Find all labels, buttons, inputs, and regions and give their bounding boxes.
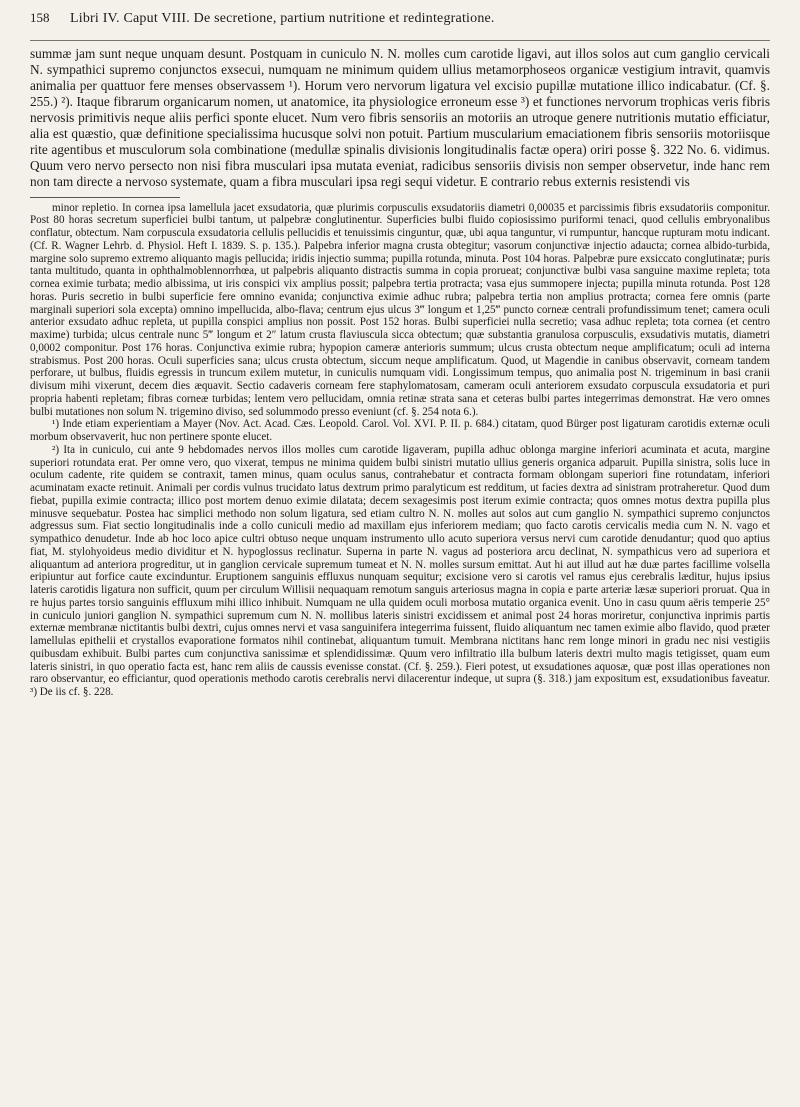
- running-head: [30, 10, 770, 41]
- footnote-1: ¹) Inde etiam experientiam a Mayer (Nov. Act. Acad. Cæs. Leopold. Carol. Vol. XVI. P. II. p. 684.) citatam, quod Bürger post ligaturam carotidis externæ oculi morbum observaverit, huc non pertinere sponte elucet.: [30, 418, 770, 444]
- footnote-2: ²) Ita in cuniculo, cui ante 9 hebdomades nervos illos molles cum carotide ligaveram, pupilla adhuc oblonga margine inferiori acuminata et acuta, margine superiori rotundata erat. Per omne vero, quo vixerat, tempus ne minima quidem bulbi sinistri mutatio ullius generis organica adparuit. Pupilla sinistra, solis luce in oculum cadente, rite quidem se contraxit, tamen minus, quam oculus sanus, contrahebatur et contracta formam oblongam superiori fine rotundatam, inferiori acuminatam exacte retinuit. Animali per cordis vulnus trucidato latus dextrum primo paralyticum est redditum, ut facies dextra ad sinistram protraheretur. Quod dum fiebat, pupilla eximie contracta; illico post mortem denuo eximie dilatata; decem sexagesimis post iterum eximie contracta; quos omnes motus dextra pupilla plus minusve sequebatur. Postea hac simplici methodo non solum ligatura, sed etiam cultro N. N. molles aut solos aut cum ganglio N. sympathici supremo conjunctos adgressus sum. Fiat sectio longitudinalis inde a collo cuniculi medio ad maxillam ejus inferiorem mediam; quo facto carotis cervicalis media cum N. N. vago et sympathico denudetur. Inde ab hoc loco apice cultri obtuso neque unquam instrumento ullo acuto superiora versus nervi cum carotide denudantur; quod quo aptius fiat, M. stylohyoideus medio dividitur et N. hypoglossus reclinatur. Superna in parte N. vagus ad posteriora arcu declinat, N. sympathicus vero ad superiora et aliquantum ad anteriora progreditur, ut in ganglion cervicale supremum tumeat et N. N. molles sursum emittat. Aut hi aut illud aut hæ duæ partes facillime volsella eripiuntur aut forfice caute excinduntur. Eruptionem sanguinis effluxus nunquam sequitur; excisione vero si carotis vel ramus ejus cerebralis læditur, hujus ipsius lateris carotidis ligatura non sufficit, quum per circulum Willisii nequaquam remotum sanguis arteriosus magna in copia e parte arteriæ læsæ superiori proruat. Qua in re hujus partes torsio sanguinis effluxum mihi illico inhibuit. Numquam ne ulla quidem oculi morbosa mutatio organica evenit. Uno in casu quum aëris temperie 25° in cuniculo juniori ganglion N. sympathici supremum cum N. N. mollibus lateris sinistri excidissem et animal post 24 horas moriretur, conjunctiva inprimis partis externæ membranæ nictitantis bulbi dextri, cujus omnes nervi et vasa sanguinifera integerrima fuissent, fluido aliquantum nec tamen eximie albo flavido, quod præter lamellulas epithelii et crystallos evaporatione formatos nihil continebat, aliquantum tumuit. Membrana nictitans hanc rem longe minori in gradu nec nisi vestigiis quibusdam exhibuit. Bulbi partes cum conjunctiva sanissimæ et splendidissimæ. Quum vero infiltratio illa bulbum lateris dextri multo magis tetigisset, quam eum lateris sinistri, in quo operatio facta est, hanc rem aliis de caussis evenisse constat. (Cf. §. 259.). Fieri potest, ut exsudationes aquosæ, quæ post illas operationes non raro observantur, eo efficiantur, quod operationis methodo carotis cerebralis nervi dilacerentur indeque, ut supra (§. 318.) jam expositum est, exsudationibus faveatur. ³) De iis cf. §. 228.: [30, 443, 770, 699]
- footnotes: [30, 418, 770, 699]
- main-text: summæ jam sunt neque unquam desunt. Postquam in cuniculo N. N. molles cum carotide ligavi, aut illos solos aut cum ganglio cervicali N. sympathici supremo conjunctos exsecui, numquam ne minimum quidem ullius metamorphoseos organicæ vestigium intravit, quamvis animalia per quattuor fere menses observassem ¹). Horum vero nervorum ligatura vel excisio pupillæ mutatione illico indicabatur. (Cf. §. 255.) ²). Itaque fibrarum organicarum nomen, ut anatomice, ita physiologice erroneum esse ³) et functiones nervorum trophicas veris fibris nervosis primitivis neque aliis perfici sponte elucet. Num vero fibris sensoriis an motoriis an utroque genere nutritionis mutatio efficiatur, alia est quæstio, quæ definitione specialissima hucusque solvi non potuit. Partium muscularium emaciationem fibris sensoriis motoriisque rite agentibus et musculorum sola combinatione (medullæ spinalis divisionis longitudinalis factæ opera) oriri posse §. 322 No. 6. vidimus. Quum vero nervo persecto non nisi fibra musculari ipsa mutata eveniat, radicibus sensoriis divisis non semper observetur, inde hanc rem non tam directe a nervoso systemate, quam a fibra musculari ipsa regi sequi videtur. E contrario rebus externis resistendi vis: [30, 46, 770, 189]
- page-number: 158: [30, 10, 50, 25]
- running-title: Libri IV. Caput VIII. De secretione, partium nutritione et redintegratione.: [70, 11, 495, 26]
- footnote-divider: [30, 197, 180, 198]
- continued-footnote: minor repletio. In cornea ipsa lamellula jacet exsudatoria, quæ plurimis corpusculis exsudatoriis diametri 0,00035 et parcissimis fibris exsudatoriis componitur. Post 80 horas secretum superficiei bulbi tantum, ut palpebræ conglutinentur. Superficies bulbi fluido copiosissimo puriformi tenaci, quod cellulis embryonalibus conflatur, obtectum. Nam corpuscula exsudatoria cellulis pellucidis et tenuissimis cinguntur, quæ, ubi aqua tanguntur, vi rumpuntur, hancque rupturam motu indicant. (Cf. R. Wagner Lehrb. d. Physiol. Heft I. 1839. S. p. 135.). Palpebra inferior magna crusta obtegitur; vasorum conjunctivæ injectio adaucta; cornea albido-turbida, margine solo supremo extremo aliquanto magis pellucida; iridis injectio summa; pupilla rotunda, minuta. Post 104 horas. Palpebræ pure exsiccato conglutinatæ; puris tanta multitudo, quanta in ophthalmoblennorrhœa, ut palpebris aliquanto distractis summa in copia prorueat; conjunctivæ bulbi vasa sanguine maxime repleta; tota cornea eximie turbata; medio albissima, ut iris conspici vix amplius possit; palpebra tertia protracta; vasa ejus summopere injecta; pupilla minuta rotunda. Post 128 horas. Puris secretio in bulbi superficie fere omnino evanida; conjunctiva eximie adhuc rubra; palpebra tertia non amplius protracta; cornea fere omnis (parte marginali superiori sola excepta) omnino impellucida, albo-flava; centrum ejus ulcus 3‴ longum et 1,25‴ puncto corneæ centrali profundissimum tenet; camera oculi anterior exsudato adhuc repleta, ut pupilla conspici amplius non possit. Post 152 horas. Bulbi superficiei nulla secretio; vasa adhuc repleta; tota cornea (et centro maxime) turbida; ulcus centrale nunc 5‴ longum et 2″ latum crusta flaviuscula sicca obtectum; quæ substantia granulosa corpusculis, exsudativis mutatis, diametri 0,0002 componitur. Post 176 horas. Conjunctiva eximie rubra; hypopion cameræ anterioris summum; ulcus crusta obtectum neque amplificatum; oculi ad interna strabismus. Post 200 horas. Oculi superficies sana; ulcus crusta obtectum, siccum neque amplificatum. Quod, ut Magendie in canibus observavit, corneam tandem perforare, ut bulbus, fluidis egressis in truncum exilem mutetur, in cuniculis numquam vidi. Longissimum tempus, quo animalia post N. trigeminum in basi cranii divisum mihi vixerunt, decem dies æquavit. Sectio cadaveris corneam fere staphylomatosam, cameram oculi anteriorem exsudato corpuscula exsudatoria et puri propria habenti repletam; fibras corneæ turbidas; lentem vero pellucidam, omnia retinæ strata sana et ceteras bulbi partes integerrimas demonstrat. Hæ vero omnes bulbi mutationes non solum N. trigemino diviso, sed solummodo presso eveniunt (cf. §. 254 nota 6.).: [30, 201, 770, 418]
